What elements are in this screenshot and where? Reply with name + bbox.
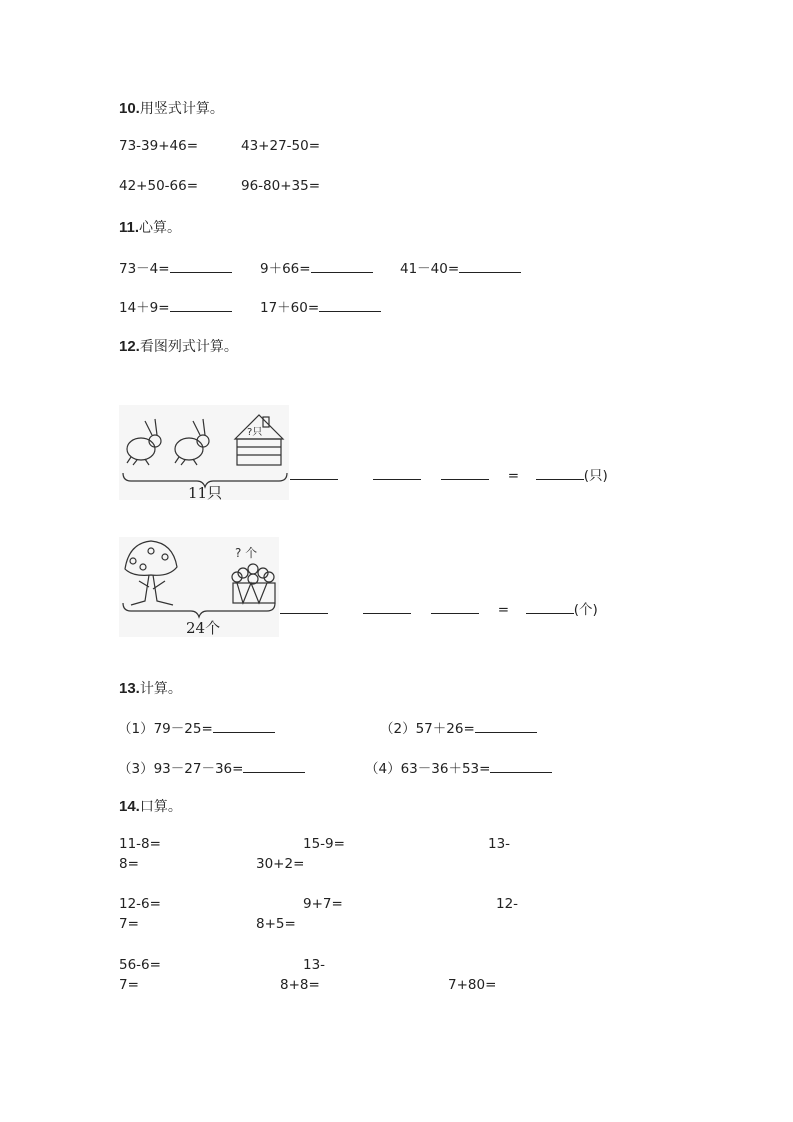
q13-item-3-text: （3）93－27－36=: [118, 761, 244, 777]
q14-item: 7=: [119, 977, 139, 993]
answer-blank[interactable]: [170, 258, 232, 273]
q10-heading: [119, 98, 224, 118]
answer-blank[interactable]: [280, 599, 328, 614]
q12-number: 12.: [119, 338, 140, 355]
q14-item: 12-: [496, 896, 519, 912]
q13-title: 计算。: [139, 681, 182, 697]
q11-item-4-text: 14＋9=: [119, 300, 170, 316]
q13-item-1-text: （1）79－25=: [118, 721, 213, 737]
q14-item: 9+7=: [303, 896, 343, 912]
q11-item-3: [400, 257, 521, 277]
q12-title: 看图列式计算。: [139, 339, 238, 355]
q14-item: 13-: [488, 836, 511, 852]
answer-blank[interactable]: [290, 465, 338, 480]
answer-blank[interactable]: [311, 258, 373, 273]
q10-number: 10.: [119, 100, 140, 117]
q11-number: 11.: [119, 219, 140, 236]
q10-item-2: 43+27-50=: [241, 138, 321, 154]
q14-item: 12-6=: [119, 896, 161, 912]
q10-title: 用竖式计算。: [139, 101, 224, 117]
q11-item-4: [119, 296, 232, 316]
answer-blank[interactable]: [459, 258, 521, 273]
q14-item: 8+5=: [256, 916, 296, 932]
answer-blank[interactable]: [441, 465, 489, 480]
q13-item-4-text: （4）63－36＋53=: [365, 761, 491, 777]
q11-item-2: [260, 257, 373, 277]
q11-item-5-text: 17＋60=: [260, 300, 320, 316]
answer-blank[interactable]: [536, 465, 584, 480]
pic2-equation: [280, 598, 598, 618]
q14-item: 7+80=: [448, 977, 497, 993]
q13-item-3: [118, 757, 305, 777]
q14-item: 8+8=: [280, 977, 320, 993]
q12-heading: [119, 336, 238, 356]
answer-blank[interactable]: [373, 465, 421, 480]
q11-item-1: [119, 257, 232, 277]
q13-heading: [119, 678, 182, 698]
answer-blank[interactable]: [243, 758, 305, 773]
q11-title: 心算。: [139, 220, 182, 236]
q11-heading: [119, 217, 181, 237]
q11-item-5: [260, 296, 381, 316]
q14-item: 8=: [119, 856, 139, 872]
answer-blank[interactable]: [431, 599, 479, 614]
q10-item-3: 42+50-66=: [119, 178, 199, 194]
q14-heading: [119, 796, 182, 816]
q13-item-2: [380, 717, 537, 737]
answer-blank[interactable]: [363, 599, 411, 614]
q11-item-1-text: 73－4=: [119, 261, 170, 277]
answer-blank[interactable]: [526, 599, 574, 614]
pic2-total: 24个: [186, 619, 221, 637]
answer-blank[interactable]: [170, 297, 232, 312]
q11-item-3-text: 41－40=: [400, 261, 460, 277]
unit-label: (个): [573, 602, 598, 618]
q14-item: 11-8=: [119, 836, 161, 852]
q14-item: 30+2=: [256, 856, 305, 872]
q13-item-4: [365, 757, 552, 777]
q14-number: 14.: [119, 798, 140, 815]
q14-item: 7=: [119, 916, 139, 932]
q13-item-2-text: （2）57＋26=: [380, 721, 475, 737]
unit-label: (只): [583, 468, 608, 484]
q11-item-2-text: 9＋66=: [260, 261, 311, 277]
q10-item-1: 73-39+46=: [119, 138, 199, 154]
house-label: ?只: [247, 427, 263, 438]
pic1-total: 11只: [188, 484, 223, 502]
q10-item-4: 96-80+35=: [241, 178, 321, 194]
answer-blank[interactable]: [319, 297, 381, 312]
answer-blank[interactable]: [490, 758, 552, 773]
q14-item: 13-: [303, 957, 326, 973]
answer-blank[interactable]: [475, 718, 537, 733]
pic1-equation: [290, 464, 608, 484]
q13-item-1: [118, 717, 275, 737]
q14-title: 口算。: [139, 799, 182, 815]
equals-sign: =: [507, 468, 520, 484]
q14-item: 15-9=: [303, 836, 345, 852]
answer-blank[interactable]: [213, 718, 275, 733]
basket-label: ? 个: [235, 546, 258, 560]
q14-item: 56-6=: [119, 957, 161, 973]
q13-number: 13.: [119, 680, 140, 697]
equals-sign: =: [497, 602, 510, 618]
